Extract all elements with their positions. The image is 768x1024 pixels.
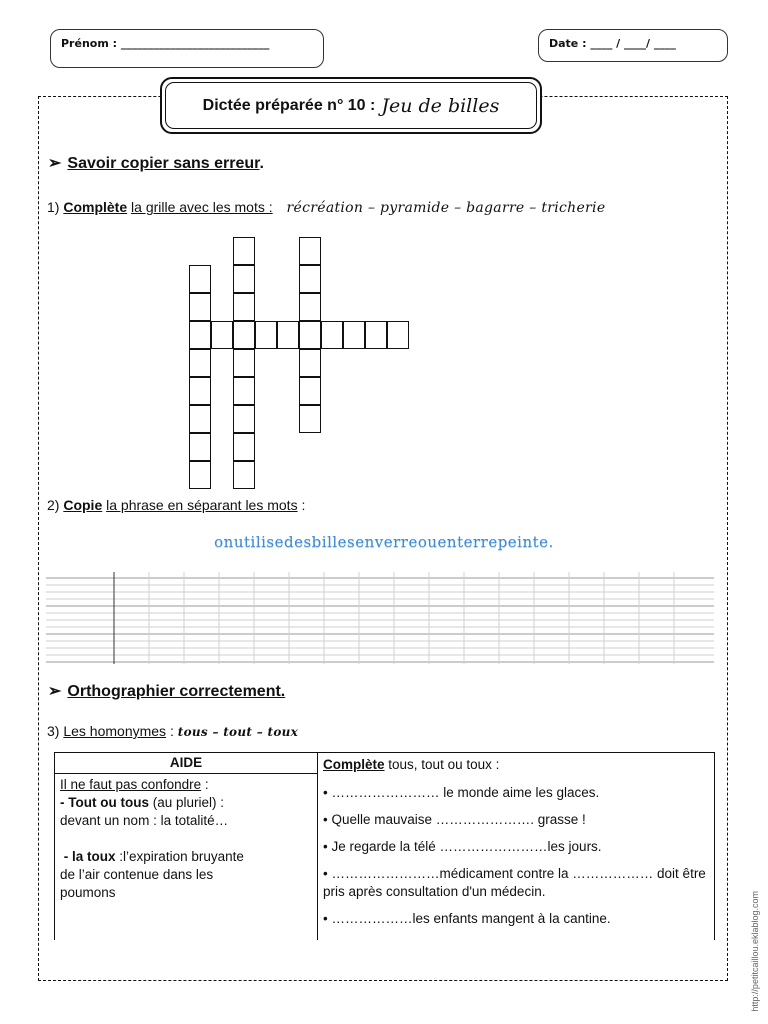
crossword-cell[interactable] [189, 265, 211, 293]
crossword-cell[interactable] [299, 237, 321, 265]
title-main: Dictée préparée n° 10 : [202, 96, 376, 114]
exercise-sentence[interactable]: • Je regarde la télé ……………………les jours. [323, 839, 602, 854]
crossword-cell[interactable] [321, 321, 343, 349]
section-spelling-title: Orthographier correctement. [67, 683, 286, 700]
crossword-cell[interactable] [277, 321, 299, 349]
homonyms-table [54, 752, 715, 940]
aide-line-3: devant un nom : la totalité… [60, 813, 229, 828]
crossword-cell[interactable] [233, 377, 255, 405]
q1-verb: Complète [63, 199, 128, 215]
aide-header: AIDE [55, 753, 318, 774]
crossword-cell[interactable] [189, 377, 211, 405]
crossword-cell[interactable] [189, 321, 211, 349]
crossword-cell[interactable] [233, 265, 255, 293]
crossword-cell[interactable] [189, 405, 211, 433]
aide-cell [55, 774, 318, 941]
aide-line-1-colon: : [201, 777, 209, 792]
date-label: Date : ____ / ____/ ____ [549, 37, 676, 50]
aide-line-6: poumons [60, 885, 116, 900]
q2-number: 2) [47, 497, 60, 513]
q3-words: tous – tout – toux [177, 725, 299, 739]
crossword-cell[interactable] [299, 377, 321, 405]
crossword-cell[interactable] [233, 461, 255, 489]
exercise-sentence[interactable]: • ……………………médicament contre la ……………… doit être pris après consultation d'un médecin. [323, 866, 706, 899]
crossword-cell[interactable] [365, 321, 387, 349]
aide-line-1: Il ne faut pas confondre [60, 777, 202, 792]
q3-label: Les homonymes [63, 723, 167, 739]
section-copy-title: Savoir copier sans erreur [67, 155, 260, 172]
exercise-cell [318, 753, 715, 941]
question-3 [47, 723, 298, 739]
complete-instruction: tous, tout ou toux : [388, 757, 500, 772]
joined-sentence: onutilisedesbillesenverreouenterrepeinte. [214, 533, 554, 551]
q2-text: la phrase en séparant les mots [106, 497, 298, 513]
site-credit: http://petitcaillou.eklablog.com [750, 891, 760, 1012]
crossword-cell[interactable] [189, 433, 211, 461]
crossword-cell[interactable] [233, 293, 255, 321]
crossword-cell[interactable] [233, 349, 255, 377]
crossword-cell[interactable] [189, 293, 211, 321]
exercise-sentence[interactable]: • Quelle mauvaise …………………. grasse ! [323, 812, 586, 827]
crossword-cell[interactable] [233, 237, 255, 265]
complete-verb: Complète [323, 757, 385, 772]
crossword-cell[interactable] [189, 461, 211, 489]
aide-rest-2: (au pluriel) : [152, 795, 225, 810]
crossword-cell[interactable] [299, 265, 321, 293]
exercise-sentence[interactable]: • ………………les enfants mangent à la cantine. [323, 911, 611, 926]
aide-bold-2: - Tout ou tous [60, 795, 149, 810]
aide-line-5: de l’air contenue dans les [60, 867, 214, 882]
crossword-cell[interactable] [299, 405, 321, 433]
crossword-cell[interactable] [255, 321, 277, 349]
crossword-cell[interactable] [233, 405, 255, 433]
q3-number: 3) [47, 723, 60, 739]
crossword-cell[interactable] [189, 349, 211, 377]
exercise-sentence[interactable]: • …………………… le monde aime les glaces. [323, 785, 600, 800]
aide-bold-4: - la toux [63, 849, 116, 864]
crossword-cell[interactable] [233, 433, 255, 461]
q1-text: la grille avec les mots : [131, 199, 273, 215]
arrow-icon: ➢ [48, 155, 62, 172]
aide-rest-4: :l’expiration bruyante [119, 849, 244, 864]
section-copy-period: . [259, 155, 264, 172]
prenom-label: Prénom : ___________________________ [61, 37, 270, 50]
q2-verb: Copie [63, 497, 103, 513]
crossword-cell[interactable] [299, 293, 321, 321]
crossword-cell[interactable] [387, 321, 409, 349]
question-2 [47, 497, 305, 513]
arrow-icon: ➢ [48, 683, 62, 700]
q1-number: 1) [47, 199, 60, 215]
q1-words: récréation – pyramide – bagarre – tricherie [286, 200, 606, 216]
q3-colon: : [166, 723, 174, 739]
q2-colon: : [297, 497, 306, 513]
crossword-cell[interactable] [299, 321, 321, 349]
crossword-cell[interactable] [343, 321, 365, 349]
section-spelling-heading [48, 681, 285, 701]
crossword-cell[interactable] [299, 349, 321, 377]
title-cursive: Jeu de billes [381, 94, 500, 117]
crossword-cell[interactable] [211, 321, 233, 349]
crossword-cell[interactable] [233, 321, 255, 349]
writing-lines[interactable] [46, 572, 714, 664]
